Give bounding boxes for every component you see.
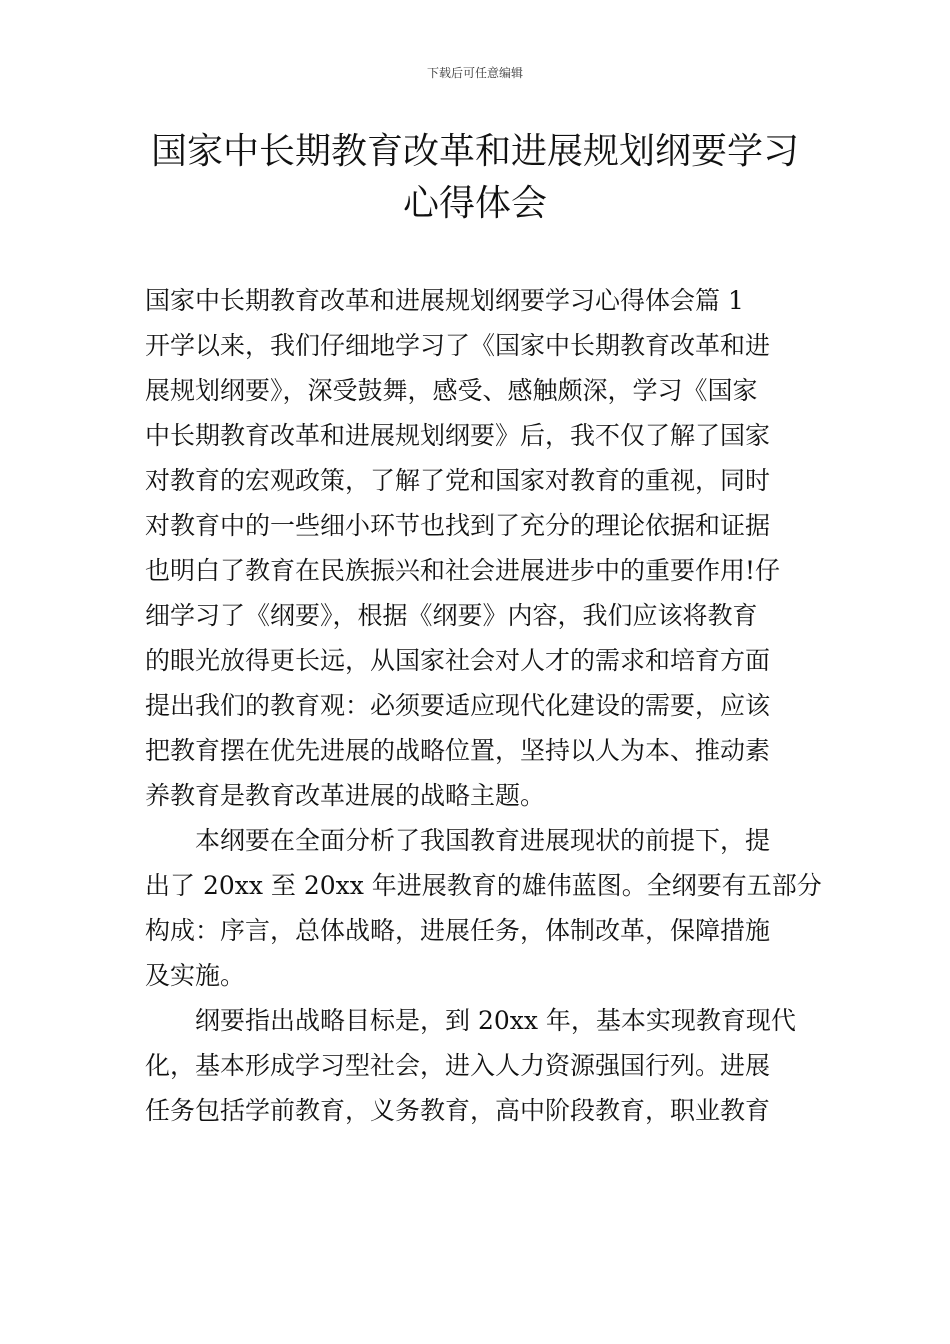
text-line: 本纲要在全面分析了我国教育进展现状的前提下，提: [145, 826, 771, 855]
text-line: 细学习了《纲要》，根据《纲要》内容，我们应该将教育: [145, 601, 758, 630]
text-line: 展规划纲要》，深受鼓舞，感受、感触颇深，学习《国家: [145, 376, 758, 405]
text-line: 也明白了教育在民族振兴和社会进展进步中的重要作用!仔: [145, 556, 781, 585]
title-line-2: 心得体会: [402, 183, 547, 224]
text-line: 化，基本形成学习型社会，进入人力资源强国行列。进展: [145, 1051, 771, 1080]
text-line: 任务包括学前教育，义务教育，高中阶段教育，职业教育: [145, 1096, 771, 1125]
text-line: 开学以来，我们仔细地学习了《国家中长期教育改革和进: [145, 331, 771, 360]
text-line: 构成：序言，总体战略，进展任务，体制改革，保障措施: [145, 916, 771, 945]
paragraph-2: [145, 818, 822, 998]
document-title: [110, 126, 840, 230]
text-line: 养教育是教育改革进展的战略主题。: [145, 781, 546, 810]
document-body: [145, 278, 822, 1133]
text-line: 把教育摆在优先进展的战略位置，坚持以人为本、推动素: [145, 736, 771, 765]
text-line: 中长期教育改革和进展规划纲要》后，我不仅了解了国家: [145, 421, 771, 450]
text-line: 对教育中的一些细小环节也找到了充分的理论依据和证据: [145, 511, 771, 540]
title-line-1: 国家中长期教育改革和进展规划纲要学习: [150, 131, 799, 172]
header-note: 下载后可任意编辑: [426, 66, 523, 80]
text-line: 的眼光放得更长远，从国家社会对人才的需求和培育方面: [145, 646, 771, 675]
text-line: 纲要指出战略目标是，到 20xx 年，基本实现教育现代: [145, 1006, 796, 1035]
text-line: 提出我们的教育观：必须要适应现代化建设的需要，应该: [145, 691, 771, 720]
paragraph-3: [145, 998, 810, 1133]
text-line: 出了 20xx 至 20xx 年进展教育的雄伟蓝图。全纲要有五部分: [145, 871, 822, 900]
text-line: 对教育的宏观政策，了解了党和国家对教育的重视，同时: [145, 466, 771, 495]
text-line: 及实施。: [145, 961, 246, 990]
paragraph-1: [145, 278, 810, 818]
text-line: 国家中长期教育改革和进展规划纲要学习心得体会篇 1: [145, 286, 744, 315]
